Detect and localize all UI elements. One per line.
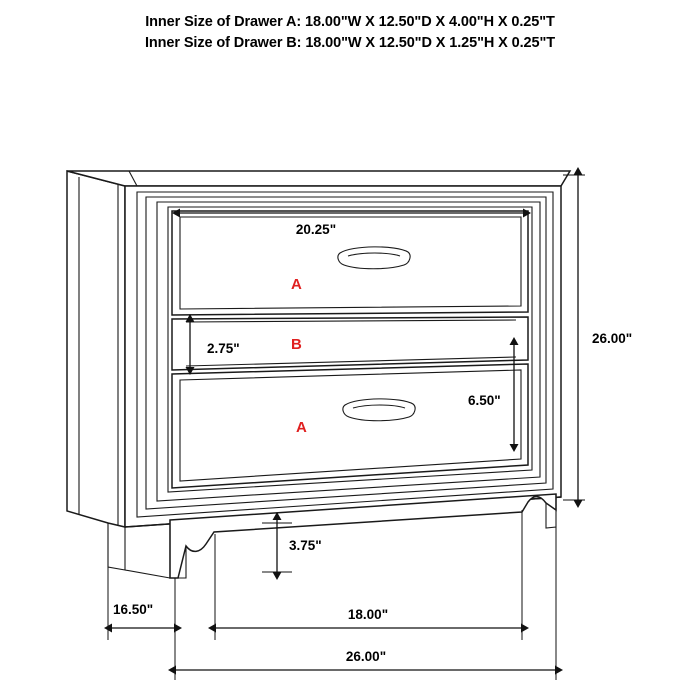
- spec-line-drawer-a: Inner Size of Drawer A: 18.00"W X 12.50"D X 4.00"H X 0.25"T: [145, 14, 555, 30]
- spec-line-drawer-b: Inner Size of Drawer B: 18.00"W X 12.50"D X 1.25"H X 0.25"T: [144, 35, 556, 51]
- dim-label-top-width: 20.25": [295, 222, 337, 237]
- dim-label-base-width: 18.00": [347, 607, 389, 622]
- dim-label-right-height: 26.00": [592, 331, 633, 346]
- drawer-label-a-bottom: A: [296, 419, 307, 436]
- rear-leg-line: [108, 523, 125, 570]
- dim-label-leg-height: 3.75": [289, 538, 322, 553]
- dim-label-lower-drawer-height: 6.50": [468, 393, 501, 408]
- drawer-face-top: [172, 211, 528, 315]
- drawer-label-a-top: A: [291, 276, 302, 293]
- drawer-label-b: B: [291, 336, 302, 353]
- dim-label-drawer-b-height: 2.75": [207, 341, 240, 356]
- left-side-panel: [67, 171, 125, 527]
- dim-label-overall-width: 26.00": [345, 649, 387, 664]
- cabinet-top: [67, 171, 570, 186]
- dim-label-side-depth: 16.50": [113, 602, 154, 617]
- rear-leg-line-2: [125, 570, 170, 578]
